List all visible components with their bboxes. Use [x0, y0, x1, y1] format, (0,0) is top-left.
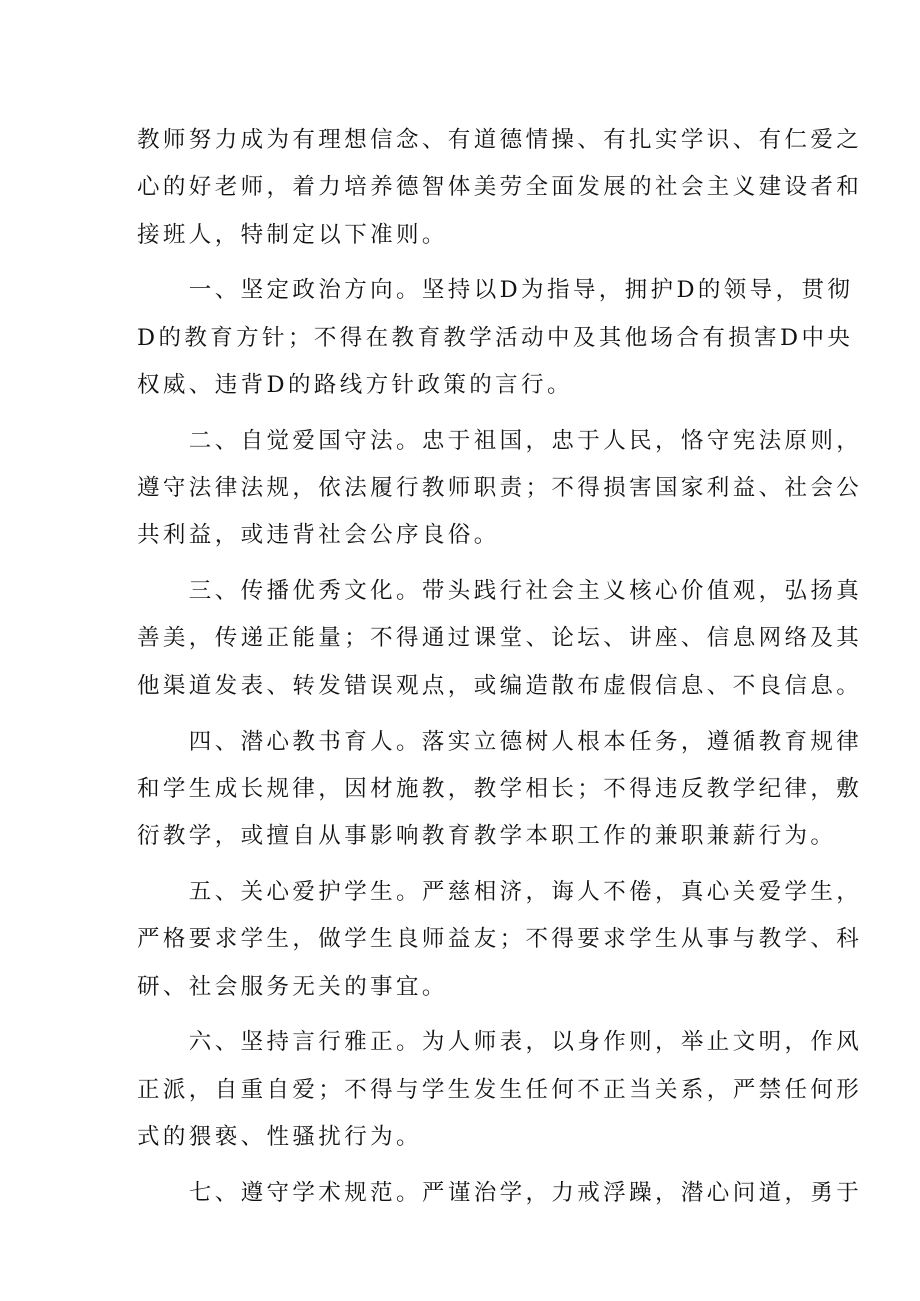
text-line: 衍教学，或擅自从事影响教育教学本职工作的兼职兼薪行为。: [137, 823, 837, 850]
paragraph-intro: [137, 117, 863, 259]
paragraph-gap: [137, 1161, 787, 1170]
text-line: 接班人，特制定以下准则。: [137, 221, 448, 248]
text-line: 教师努力成为有理想信念、有道德情操、有扎实学识、有仁爱之: [137, 127, 863, 153]
paragraph-rule-5: [137, 869, 863, 1011]
text-line: 一、坚定政治方向。坚持以D为指导，拥护D的领导，贯彻: [137, 277, 854, 304]
text-line: 五、关心爱护学生。严慈相济，诲人不倦，真心关爱学生，: [137, 878, 863, 905]
text-line: 式的猥亵、性骚扰行为。: [137, 1123, 422, 1150]
paragraph-rule-2: [137, 418, 863, 560]
text-line: D的教育方针；不得在教育教学活动中及其他场合有损害D中央: [137, 324, 854, 351]
text-line: 权威、违背D的路线方针政策的言行。: [137, 371, 573, 398]
text-line: 共利益，或违背社会公序良俗。: [137, 522, 500, 549]
paragraph-gap: [137, 710, 787, 719]
document-body: [137, 117, 863, 1217]
text-line: 六、坚持言行雅正。为人师表，以身作则，举止文明，作风: [137, 1029, 863, 1056]
text-line: 心的好老师，着力培养德智体美劳全面发展的社会主义建设者和: [137, 174, 863, 201]
paragraph-gap: [137, 1011, 787, 1020]
text-line: 和学生成长规律，因材施教，教学相长；不得违反教学纪律，敷: [137, 775, 863, 802]
text-line: 二、自觉爱国守法。忠于祖国，忠于人民，恪守宪法原则，: [137, 427, 863, 454]
paragraph-gap: [137, 409, 787, 418]
paragraph-rule-3: [137, 568, 863, 710]
text-line: 善美，传递正能量；不得通过课堂、论坛、讲座、信息网络及其: [137, 625, 863, 652]
text-line: 遵守法律法规，依法履行教师职责；不得损害国家利益、社会公: [137, 475, 863, 502]
paragraph-rule-1: [137, 267, 854, 409]
paragraph-gap: [137, 860, 787, 869]
paragraph-gap: [137, 560, 787, 569]
paragraph-rule-4: [137, 719, 863, 861]
text-line: 三、传播优秀文化。带头践行社会主义核心价值观，弘扬真: [137, 578, 863, 605]
text-line: 七、遵守学术规范。严谨治学，力戒浮躁，潜心问道，勇于: [137, 1179, 863, 1206]
paragraph-rule-7: [137, 1170, 863, 1217]
text-line: 严格要求学生，做学生良师益友；不得要求学生从事与教学、科: [137, 926, 863, 953]
text-line: 他渠道发表、转发错误观点，或编造散布虚假信息、不良信息。: [137, 672, 863, 699]
paragraph-rule-6: [137, 1019, 863, 1161]
text-line: 四、潜心教书育人。落实立德树人根本任务，遵循教育规律: [137, 728, 863, 755]
text-line: 正派，自重自爱；不得与学生发生任何不正当关系，严禁任何形: [137, 1076, 863, 1103]
text-line: 研、社会服务无关的事宜。: [137, 973, 448, 1000]
paragraph-gap: [137, 259, 787, 268]
